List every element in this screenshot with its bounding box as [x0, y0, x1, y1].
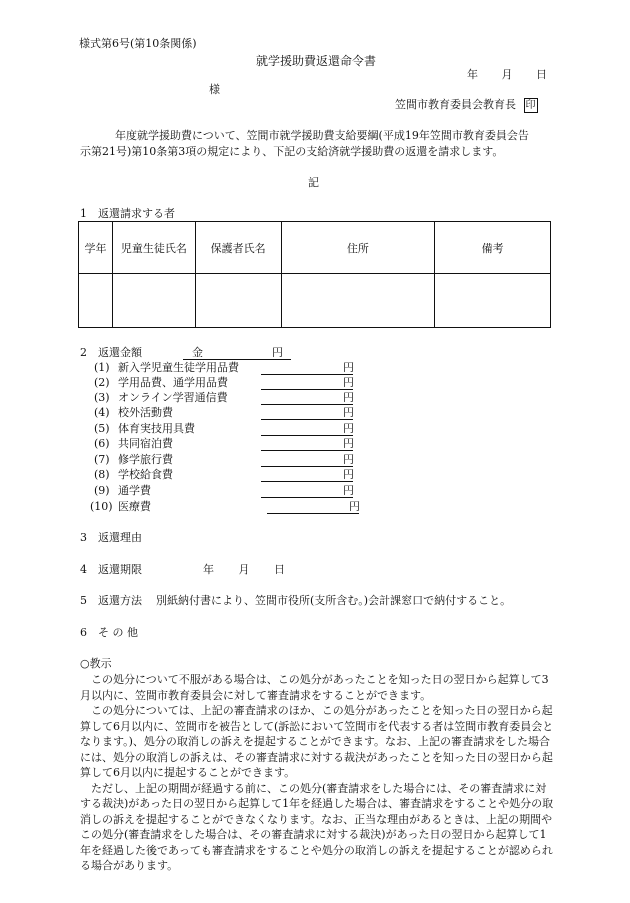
document-title: 就学援助費返還命令書 [256, 54, 377, 68]
cell-student-name [112, 274, 195, 328]
amount-item-line [261, 374, 353, 375]
intro-line-1: 年度就学援助費について、笠間市就学援助費支給要綱(平成19年笠間市教育委員会告 [115, 129, 529, 142]
notice-paragraph-1: この処分について不服がある場合は、この処分があったことを知った日の翌日から起算して3月以内に、笠間市教育委員会に対して審査請求をすることができます。 [80, 673, 549, 702]
cell-guardian-name [195, 274, 281, 328]
amount-item-unit: 円 [343, 406, 354, 419]
deadline-day: 日 [274, 563, 285, 576]
header-guardian-name: 保護者氏名 [195, 222, 281, 274]
section-5-text: 別紙納付書により、笠間市役所(支所含む。)会計課窓口で納付すること。 [156, 594, 512, 607]
amount-item-unit: 円 [349, 500, 360, 513]
ki-heading: 記 [308, 176, 319, 189]
section-5-label: 5 返還方法 [80, 594, 142, 607]
header-grade: 学年 [79, 222, 113, 274]
cell-remarks [435, 274, 551, 328]
section-2-label: 2 返還金額 [80, 346, 142, 359]
amount-yen: 円 [272, 346, 283, 359]
notice-paragraph-3: ただし、上記の期間が経過する前に、この処分(審査請求をした場合には、その審査請求に対する裁決)があった日の翌日から起算して1年を経過した場合は、審査請求をすることや処分の取消しの訴えを提起することができなくなります。なお、正当な理由があるときは、上記の期間やこの処分(審査請求をした場合は、その審査請求に対する裁決)があった日の翌日から起算して1年を経過した後であっても審査請求をすることや処分の取消しの訴えを提起することが認められる場合があります。 [80, 781, 554, 872]
amount-item-line [261, 389, 353, 390]
amount-item-line [261, 466, 353, 467]
addressee-suffix: 様 [209, 83, 220, 96]
header-address: 住所 [281, 222, 435, 274]
issuer-name: 笠間市教育委員会教育長 [395, 98, 516, 111]
form-number: 様式第6号(第10条関係) [79, 37, 197, 50]
issuer [395, 98, 538, 113]
section-6-label: 6 そ の 他 [80, 626, 138, 639]
notice-body [80, 672, 554, 874]
intro-line-2: 示第21号)第10条第3項の規定により、下記の支給済就学援助費の返還を請求します。 [80, 145, 504, 158]
issue-date-day: 日 [536, 68, 547, 81]
recipient-table-row [79, 274, 551, 328]
amount-item-line [261, 481, 353, 482]
return-deadline [203, 563, 285, 577]
amount-item-unit: 円 [343, 468, 354, 481]
deadline-year: 年 [203, 563, 214, 576]
notice-heading: ○教示 [80, 657, 112, 670]
deadline-month: 月 [238, 563, 250, 576]
cell-address [281, 274, 435, 328]
amount-item-line [261, 450, 353, 451]
amount-item: (3) オンライン学習通信費 [94, 391, 228, 404]
amount-kin: 金 [192, 346, 203, 359]
issue-date-year: 年 [467, 68, 478, 81]
amount-item: (4) 校外活動費 [94, 406, 173, 419]
issue-date-month: 月 [501, 68, 513, 81]
amount-item-unit: 円 [343, 361, 354, 374]
amount-item: (2) 学用品費、通学用品費 [94, 376, 228, 389]
amount-item-line [267, 513, 359, 514]
amount-item: (5) 体育実技用具費 [94, 422, 195, 435]
amount-item: (10) 医療費 [90, 500, 151, 513]
amount-item: (7) 修学旅行費 [94, 453, 173, 466]
amount-item-line [261, 435, 353, 436]
amount-item-unit: 円 [343, 376, 354, 389]
amount-item-line [261, 497, 353, 498]
amount-item-unit: 円 [343, 437, 354, 450]
amount-item: (6) 共同宿泊費 [94, 437, 173, 450]
notice-paragraph-2: この処分については、上記の審査請求のほか、この処分があったことを知った日の翌日から起算して6月以内に、笠間市を被告として(訴訟において笠間市を代表する者は笠間市教育委員会となります。)、処分の取消しの訴えを提起することができます。なお、上記の審査請求をした場合には、処分の取消しの訴えは、その審査請求に対する裁決があったことを知った日の翌日から起算して6月以内に提起することができます。 [80, 704, 554, 779]
amount-item-line [261, 404, 353, 405]
header-student-name: 児童生徒氏名 [112, 222, 195, 274]
section-4-label: 4 返還期限 [80, 563, 142, 576]
section-1-label: 1 返還請求する者 [80, 207, 175, 220]
recipient-table [78, 221, 551, 328]
header-remarks: 備考 [435, 222, 551, 274]
amount-item: (1) 新入学児童生徒学用品費 [94, 361, 239, 374]
recipient-table-header [79, 222, 551, 274]
amount-item-unit: 円 [343, 484, 354, 497]
amount-item-line [261, 419, 353, 420]
amount-item-unit: 円 [343, 422, 354, 435]
cell-grade [79, 274, 113, 328]
amount-item-unit: 円 [343, 453, 354, 466]
section-3-label: 3 返還理由 [80, 531, 142, 544]
seal-mark: 印 [525, 100, 536, 111]
amount-item-unit: 円 [343, 391, 354, 404]
amount-item: (9) 通学費 [94, 484, 151, 497]
amount-item: (8) 学校給食費 [94, 468, 173, 481]
issue-date [467, 68, 547, 82]
